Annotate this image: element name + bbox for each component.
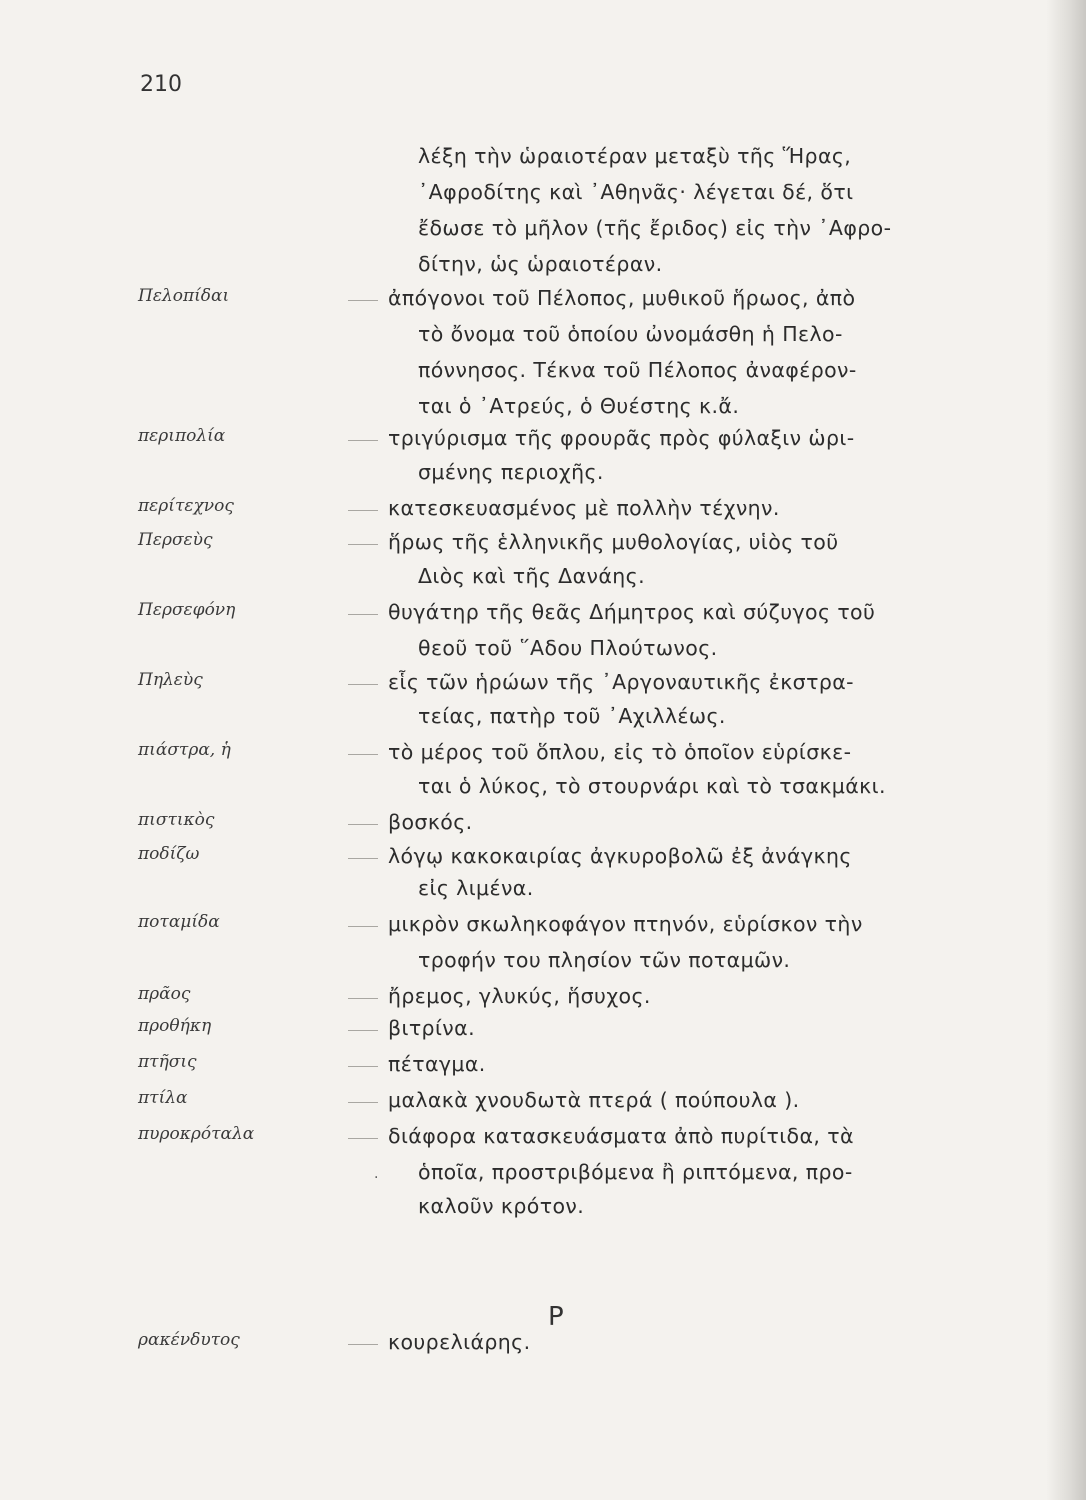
entry-dash: [348, 824, 378, 825]
entry-dash: [348, 1030, 378, 1031]
definition-line: ὁποῖα, προστριβόμενα ἢ ριπτόμενα, προ-: [418, 1160, 853, 1184]
page-number: 210: [140, 72, 182, 97]
definition-line: εἰς λιμένα.: [418, 876, 534, 900]
definition-line: Διὸς καὶ τῆς Δανάης.: [418, 564, 646, 588]
definition-line: ἤρεμος, γλυκύς, ἥσυχος.: [388, 984, 651, 1008]
entry-dash: [348, 858, 378, 859]
definition-line: βιτρίνα.: [388, 1016, 475, 1040]
definition-line: κατεσκευασμένος μὲ πολλὴν τέχνην.: [388, 496, 780, 520]
definition-line: θυγάτηρ τῆς θεᾶς Δήμητρος καὶ σύζυγος τοῦ: [388, 600, 876, 624]
entry-dash: [348, 684, 378, 685]
definition-line: μικρὸν σκωληκοφάγον πτηνόν, εὑρίσκον τὴν: [388, 912, 863, 936]
entry-dash: [348, 1066, 378, 1067]
entry-term-peritechnos: περίτεχνος: [138, 496, 234, 516]
entry-dash: [348, 1344, 378, 1345]
text-line: ᾿Αφροδίτης καὶ ᾿Αθηνᾶς· λέγεται δέ, ὅτι: [418, 180, 854, 204]
definition-line: τὸ μέρος τοῦ ὅπλου, εἰς τὸ ὁποῖον εὑρίσκε-: [388, 740, 852, 764]
entry-term-pelopidai: Πελοπίδαι: [138, 286, 230, 306]
entry-term-ptila: πτίλα: [138, 1088, 188, 1108]
entry-term-piastra: πιάστρα, ἡ: [138, 740, 231, 760]
definition-line: πέταγμα.: [388, 1052, 486, 1076]
definition-line: τὸ ὄνομα τοῦ ὁποίου ὠνομάσθη ἡ Πελο-: [418, 322, 843, 346]
definition-line: κουρελιάρης.: [388, 1330, 531, 1354]
definition-line: μαλακὰ χνουδωτὰ πτερά ( πούπουλα ).: [388, 1088, 800, 1112]
entry-term-pyrokrotala: πυροκρόταλα: [138, 1124, 255, 1144]
entry-term-ptisis: πτῆσις: [138, 1052, 197, 1072]
definition-line: λόγῳ κακοκαιρίας ἀγκυροβολῶ ἐξ ἀνάγκης: [388, 844, 852, 868]
entry-term-peripolia: περιπολία: [138, 426, 226, 446]
entry-term-potamida: ποταμίδα: [138, 912, 220, 932]
definition-line: ἥρως τῆς ἑλληνικῆς μυθολογίας, υἱὸς τοῦ: [388, 530, 839, 554]
entry-dash: [348, 1102, 378, 1103]
definition-line: βοσκός.: [388, 810, 473, 834]
entry-term-prothiki: προθήκη: [138, 1016, 212, 1036]
definition-line: σμένης περιοχῆς.: [418, 460, 604, 484]
entry-term-persephone: Περσεφόνη: [138, 600, 236, 620]
entry-dash: [348, 1138, 378, 1139]
text-line: ἔδωσε τὸ μῆλον (τῆς ἔριδος) εἰς τὴν ᾿Αφρο-: [418, 216, 892, 240]
definition-line: τείας, πατὴρ τοῦ ᾿Αχιλλέως.: [418, 704, 726, 728]
definition-line: καλοῦν κρότον.: [418, 1194, 585, 1218]
entry-dash: [348, 926, 378, 927]
definition-line: ται ὁ λύκος, τὸ στουρνάρι καὶ τὸ τσακμάκι.: [418, 774, 886, 798]
entry-term-pistikos: πιστικὸς: [138, 810, 215, 830]
definition-line: ἀπόγονοι τοῦ Πέλοπος, μυθικοῦ ἥρωος, ἀπὸ: [388, 286, 856, 310]
entry-term-perseus: Περσεὺς: [138, 530, 213, 550]
definition-line: πόννησος. Τέκνα τοῦ Πέλοπος ἀναφέρον-: [418, 358, 857, 382]
page-gutter-shadow: [1046, 0, 1086, 1500]
section-letter-heading: Ρ: [548, 1302, 564, 1332]
entry-dash: [348, 510, 378, 511]
entry-term-rakendytos: ρακένδυτος: [138, 1330, 240, 1350]
entry-term-podizo: ποδίζω: [138, 844, 200, 864]
definition-line: τριγύρισμα τῆς φρουρᾶς πρὸς φύλαξιν ὡρι-: [388, 426, 855, 450]
definition-line: θεοῦ τοῦ ῞Αδου Πλούτωνος.: [418, 636, 718, 660]
entry-dash: [348, 440, 378, 441]
entry-dash: [348, 614, 378, 615]
definition-line: εἷς τῶν ἡρώων τῆς ᾿Αργοναυτικῆς ἐκστρα-: [388, 670, 854, 694]
entry-dash: [348, 544, 378, 545]
entry-dash: [348, 998, 378, 999]
definition-line: ται ὁ ᾿Ατρεύς, ὁ Θυέστης κ.ἄ.: [418, 394, 740, 418]
bullet-dot: ·: [374, 1170, 379, 1186]
text-line: δίτην, ὡς ὡραιοτέραν.: [418, 252, 663, 276]
entry-dash: [348, 754, 378, 755]
definition-line: τροφήν του πλησίον τῶν ποταμῶν.: [418, 948, 791, 972]
entry-term-praos: πρᾶος: [138, 984, 191, 1004]
entry-term-peleus: Πηλεὺς: [138, 670, 203, 690]
entry-dash: [348, 300, 378, 301]
text-line: λέξη τὴν ὡραιοτέραν μεταξὺ τῆς Ἥρας,: [418, 144, 852, 168]
definition-line: διάφορα κατασκευάσματα ἀπὸ πυρίτιδα, τὰ: [388, 1124, 854, 1148]
